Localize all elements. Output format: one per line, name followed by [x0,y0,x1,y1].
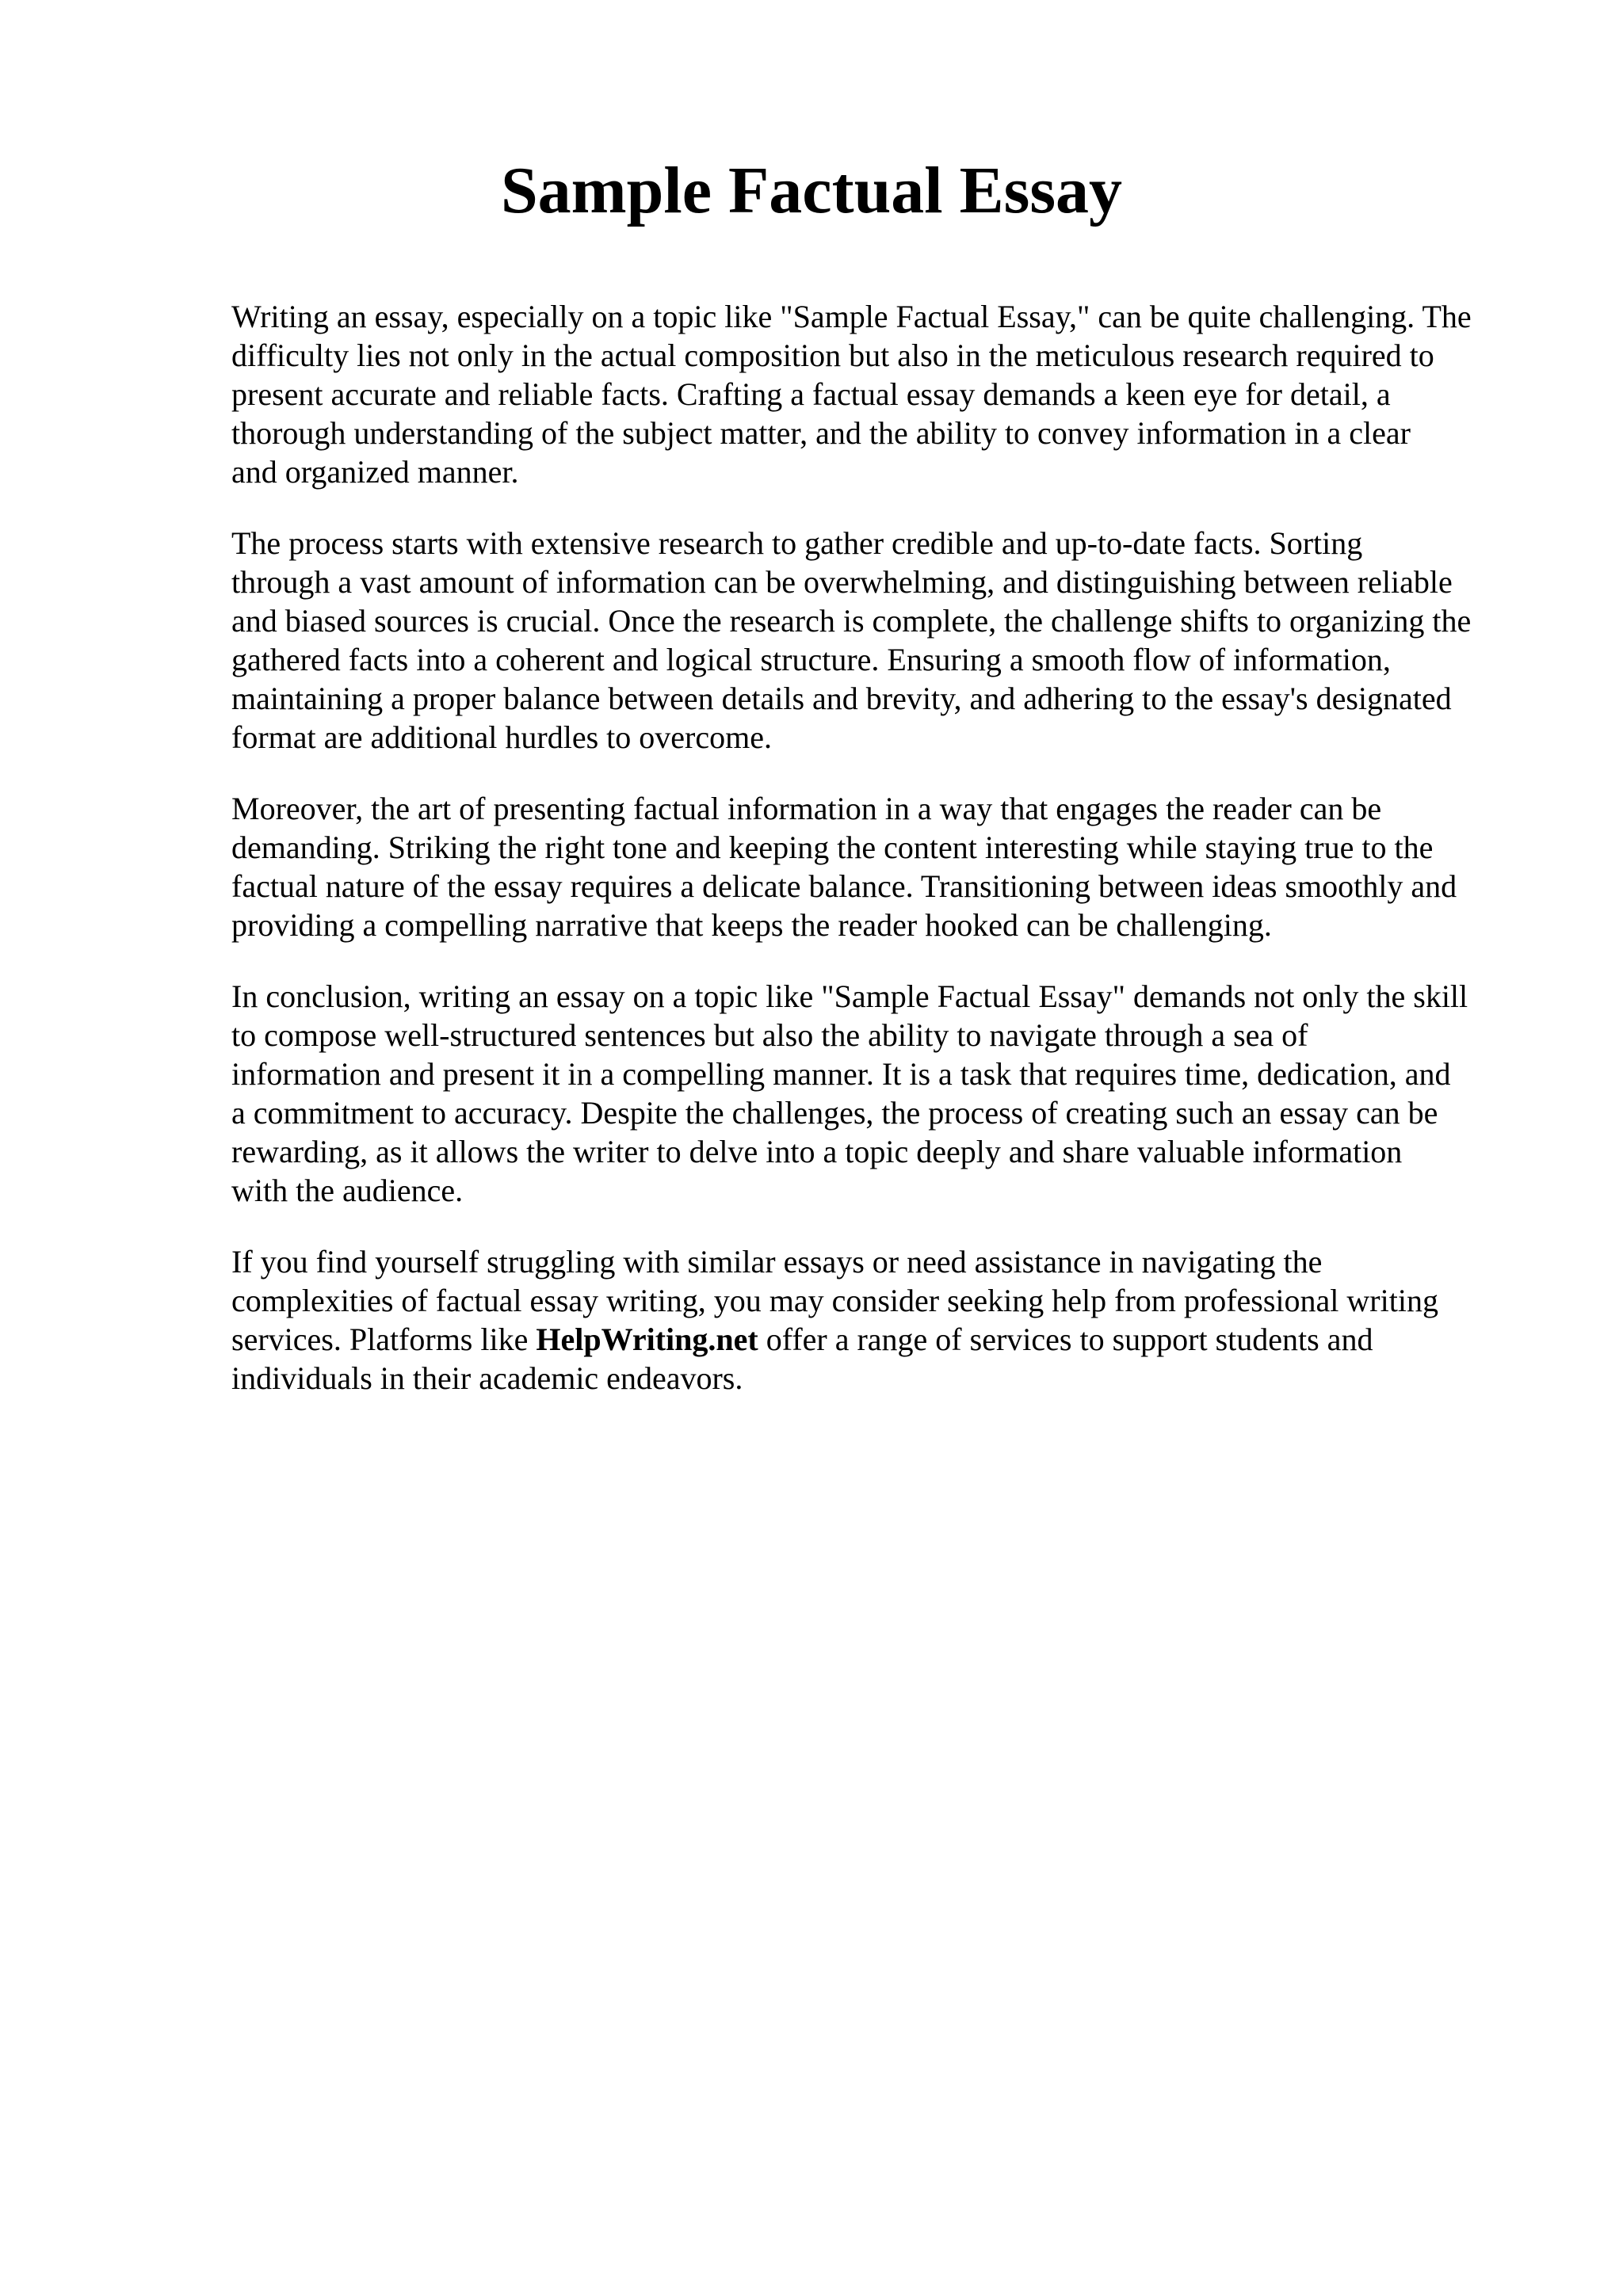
text-line-with-brand [231,1320,1531,1359]
text-line: maintaining a proper balance between details and brevity, and adhering to the essay's designated [231,681,1452,716]
text-line: complexities of factual essay writing, you may consider seeking help from professional writing [231,1283,1438,1318]
text-line: information and present it in a compelling manner. It is a task that requires time, dedication, and [231,1056,1451,1092]
text-line: providing a compelling narrative that keeps the reader hooked can be challenging. [231,907,1272,943]
text-line: difficulty lies not only in the actual composition but also in the meticulous research required to [231,338,1434,373]
text-line: individuals in their academic endeavors. [231,1360,743,1396]
paragraph-1 [231,297,1531,491]
text-line: thorough understanding of the subject matter, and the ability to convey information in a clear [231,415,1411,451]
text-line: demanding. Striking the right tone and keeping the content interesting while staying true to the [231,830,1434,865]
text-line: If you find yourself struggling with similar essays or need assistance in navigating the [231,1244,1323,1280]
text-line: gathered facts into a coherent and logical structure. Ensuring a smooth flow of information, [231,642,1391,677]
text-line: rewarding, as it allows the writer to delve into a topic deeply and share valuable information [231,1134,1403,1169]
text-line: with the audience. [231,1173,464,1208]
text-line: and biased sources is crucial. Once the research is complete, the challenge shifts to organizing the [231,603,1472,639]
page-title: Sample Factual Essay [500,154,1123,227]
text-line: factual nature of the essay requires a delicate balance. Transitioning between ideas smoothly and [231,868,1457,904]
text-line: through a vast amount of information can be overwhelming, and distinguishing between reliable [231,564,1453,600]
text-line: to compose well-structured sentences but also the ability to navigate through a sea of [231,1017,1308,1053]
text-line: a commitment to accuracy. Despite the challenges, the process of creating such an essay can be [231,1095,1438,1131]
text-line: The process starts with extensive research to gather credible and up-to-date facts. Sorting [231,525,1363,561]
paragraph-4 [231,977,1531,1210]
text-line: format are additional hurdles to overcome. [231,719,772,755]
text-line: In conclusion, writing an essay on a topic like "Sample Factual Essay" demands not only the skill [231,978,1468,1014]
text-line: Writing an essay, especially on a topic like "Sample Factual Essay," can be quite challenging. The [231,299,1472,334]
text-line: Moreover, the art of presenting factual information in a way that engages the reader can be [231,791,1382,826]
brand-name: HelpWriting.net [536,1322,758,1357]
text-line: and organized manner. [231,454,519,490]
paragraph-3 [231,789,1531,944]
text-segment: services. Platforms like [231,1322,537,1357]
paragraph-5 [231,1242,1531,1398]
essay-body [231,297,1531,1430]
text-line: present accurate and reliable facts. Crafting a factual essay demands a keen eye for detail, a [231,376,1391,412]
paragraph-2 [231,524,1531,757]
text-segment: offer a range of services to support students and [758,1322,1373,1357]
